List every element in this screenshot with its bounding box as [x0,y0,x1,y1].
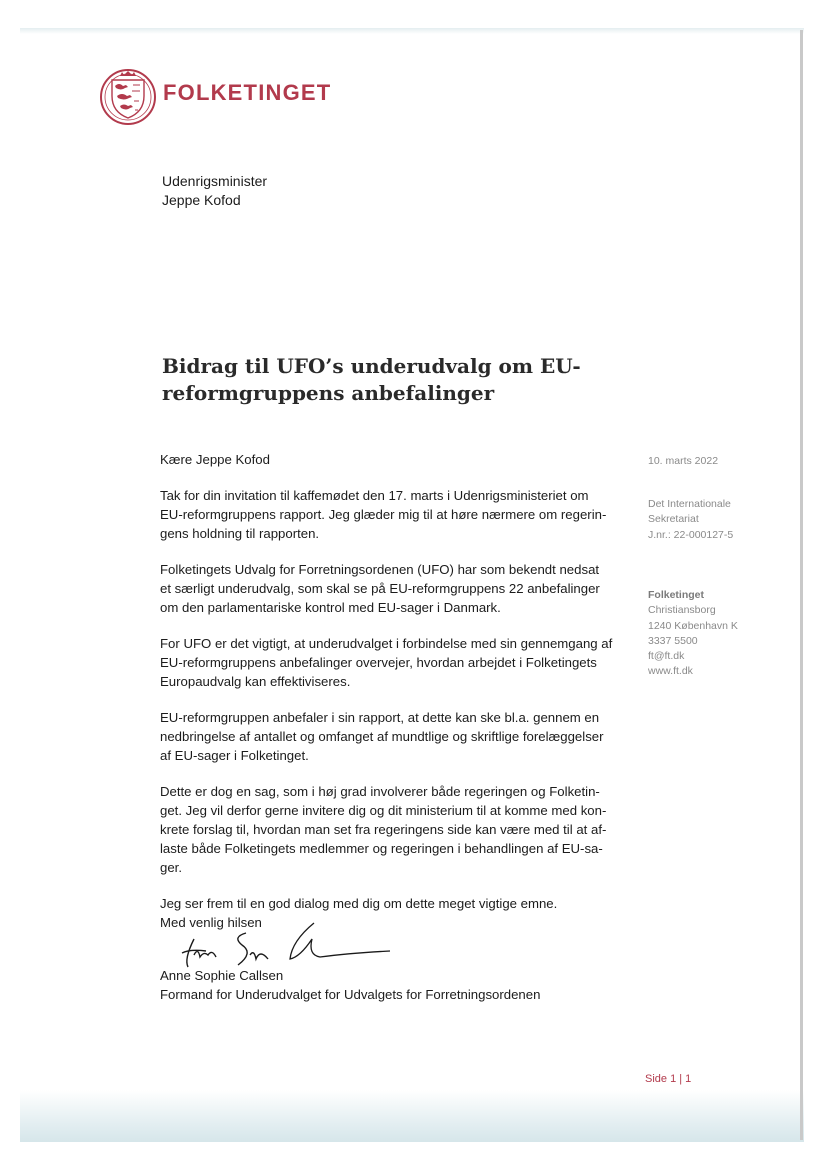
signer-block [160,966,540,1004]
scan-edge-right [800,30,803,1140]
paragraph-line: laste både Folketingets medlemmer og regeringen i behandlingen af EU-sa- [160,841,603,856]
address-block [648,588,738,680]
paragraph [160,782,630,877]
scan-edge-bottom [20,1090,804,1142]
subject-line: reformgruppens anbefalinger [162,381,495,405]
paragraph-line: get. Jeg vil derfor gerne invitere dig og dit ministerium til at komme med kon- [160,803,607,818]
paragraph-line: EU-reformgruppens anbefalinger overvejer, hvordan arbejdet i Folketingets [160,655,597,670]
paragraph-line: Europaudvalg kan effektiviseres. [160,674,351,689]
paragraph-line: et særligt underudvalg, som skal se på EU-reformgruppens 22 anbefalinger [160,581,600,596]
paragraph-line: krete forslag til, hvordan man set fra regeringens side kan være med til at af- [160,822,607,837]
signer-name: Anne Sophie Callsen [160,968,284,983]
paragraph-line: EU-reformgruppens rapport. Jeg glæder mig til at høre nærmere om regerin- [160,507,607,522]
paragraph [160,634,630,691]
paragraph-line: Jeg ser frem til en god dialog med dig om dette meget vigtige emne. [160,896,558,911]
letter-date [648,454,718,469]
paragraph [160,894,630,913]
paragraph [160,708,630,765]
phone-number: 3337 5500 [648,634,698,647]
department-line: Sekretariat [648,513,699,526]
salutation: Kære Jeppe Kofod [160,452,270,467]
address-line: Christiansborg [648,604,716,617]
paragraph-line: Folketingets Udvalg for Forretningsordenen (UFO) har som bekendt nedsat [160,562,600,577]
website-address: www.ft.dk [648,665,693,678]
scan-edge-top [20,28,804,34]
royal-arms-emblem-icon [98,68,158,126]
paragraph-line: EU-reformgruppen anbefaler i sin rapport, at dette kan ske bl.a. gennem en [160,710,600,725]
department-line: Det Internationale [648,498,731,510]
address-heading: Folketinget [648,589,705,601]
paragraph-line: Dette er dog en sag, som i høj grad involverer både regeringen og Folketin- [160,784,600,799]
paragraph-line: For UFO er det vigtigt, at underudvalget i forbindelse med sin gennemgang af [160,636,613,651]
recipient-title: Udenrigsminister [162,173,268,189]
email-address: ft@ft.dk [648,650,685,663]
subject-line: Bidrag til UFO’s underudvalg om EU- [162,354,581,378]
paragraph [160,560,630,617]
signer-role: Formand for Underudvalget for Udvalgets for Forretningsordenen [160,987,541,1002]
recipient-block [162,172,267,210]
paragraph-line: gens holdning til rapporten. [160,526,320,541]
paragraph-line: Tak for din invitation til kaffemødet den 17. marts i Udenrigsministeriet om [160,488,589,503]
paragraph-line: af EU-sager i Folketinget. [160,748,309,763]
letter-subject [162,353,581,407]
paragraph-line: nedbringelse af antallet og omfanget af mundtlige og skriftlige forelæggelser [160,729,604,744]
paragraph-line: om den parlamentariske kontrol med EU-sager i Danmark. [160,600,501,615]
recipient-name: Jeppe Kofod [162,192,241,208]
date-text: 10. marts 2022 [648,455,719,467]
paragraph [160,486,630,543]
closing: Med venlig hilsen [160,915,262,930]
page-number: Side 1 | 1 [645,1073,692,1085]
case-number: J.nr.: 22-000127-5 [648,528,734,541]
letter-body [160,450,630,930]
organization-name: FOLKETINGET [163,80,332,105]
address-line: 1240 København K [648,619,738,632]
department-block [648,497,733,543]
paragraph-line: ger. [160,860,182,875]
